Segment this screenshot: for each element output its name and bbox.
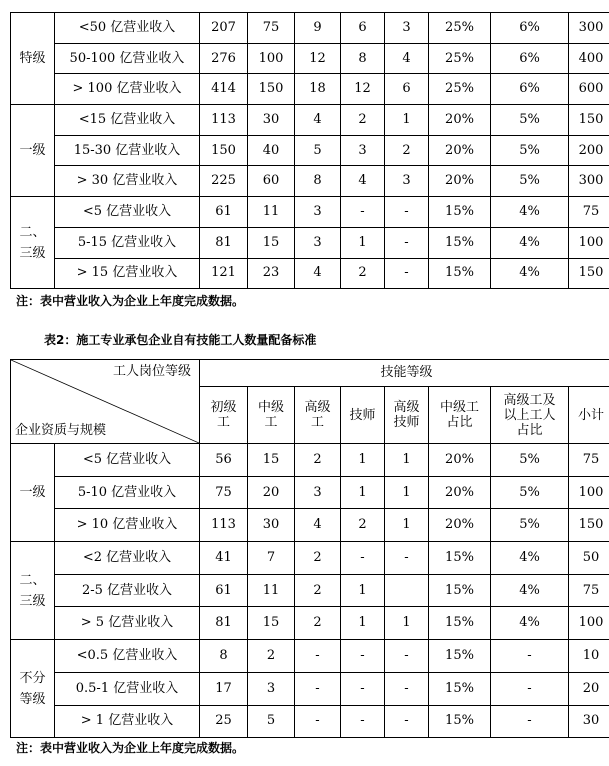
table-row — [11, 74, 609, 105]
value-cell: 15% — [429, 227, 491, 258]
value-cell: 8 — [341, 43, 385, 74]
value-cell: 20 — [248, 476, 295, 509]
table-2 — [10, 359, 609, 738]
revenue-range-cell: > 100 亿营业收入 — [55, 74, 200, 105]
value-cell: - — [295, 705, 341, 738]
value-cell: 15 — [248, 607, 295, 640]
value-cell: 4 — [295, 105, 341, 136]
value-cell: 8 — [295, 166, 341, 197]
value-cell: - — [341, 542, 385, 575]
table-1 — [10, 12, 609, 289]
value-cell: 100 — [569, 227, 609, 258]
value-cell: 2 — [295, 574, 341, 607]
value-cell: - — [341, 705, 385, 738]
revenue-range-cell: <2 亿营业收入 — [55, 542, 200, 575]
value-cell: 2 — [295, 444, 341, 477]
table-row — [11, 135, 609, 166]
revenue-range-cell: <5 亿营业收入 — [55, 444, 200, 477]
revenue-range-cell: 50-100 亿营业收入 — [55, 43, 200, 74]
value-cell: 15% — [429, 607, 491, 640]
value-cell: 15% — [429, 640, 491, 673]
value-cell: - — [341, 672, 385, 705]
value-cell: 81 — [200, 227, 248, 258]
value-cell: 1 — [385, 607, 429, 640]
table-row — [11, 607, 609, 640]
skill-column-header: 高级 技师 — [385, 387, 429, 444]
revenue-range-cell: <5 亿营业收入 — [55, 197, 200, 228]
value-cell: 5% — [491, 105, 569, 136]
value-cell: 6% — [491, 43, 569, 74]
value-cell: 6 — [341, 13, 385, 44]
value-cell: 5% — [491, 135, 569, 166]
value-cell: 6% — [491, 13, 569, 44]
table-row — [11, 574, 609, 607]
value-cell: 30 — [248, 509, 295, 542]
table-row — [11, 105, 609, 136]
revenue-range-cell: <50 亿营业收入 — [55, 13, 200, 44]
table-row — [11, 227, 609, 258]
revenue-range-cell: > 30 亿营业收入 — [55, 166, 200, 197]
value-cell: - — [385, 227, 429, 258]
revenue-range-cell: > 5 亿营业收入 — [55, 607, 200, 640]
value-cell: 75 — [569, 197, 609, 228]
value-cell: 75 — [569, 444, 609, 477]
value-cell: 100 — [569, 607, 609, 640]
value-cell: 150 — [569, 105, 609, 136]
value-cell: 15% — [429, 574, 491, 607]
skill-column-header: 高级工及 以上工人 占比 — [491, 387, 569, 444]
skill-column-header: 中级工 占比 — [429, 387, 491, 444]
value-cell: 15% — [429, 672, 491, 705]
value-cell: 207 — [200, 13, 248, 44]
value-cell: 100 — [569, 476, 609, 509]
value-cell: 1 — [341, 444, 385, 477]
value-cell: 15% — [429, 542, 491, 575]
value-cell: 20 — [569, 672, 609, 705]
value-cell: - — [491, 640, 569, 673]
value-cell: 75 — [200, 476, 248, 509]
table-row — [11, 509, 609, 542]
value-cell: 200 — [569, 135, 609, 166]
value-cell: 75 — [569, 574, 609, 607]
revenue-range-cell: 0.5-1 亿营业收入 — [55, 672, 200, 705]
value-cell: 300 — [569, 13, 609, 44]
value-cell: 12 — [341, 74, 385, 105]
qualification-group-cell: 二、 三级 — [11, 197, 55, 289]
value-cell: 1 — [341, 607, 385, 640]
value-cell: 3 — [341, 135, 385, 166]
value-cell: 100 — [248, 43, 295, 74]
value-cell: 4 — [385, 43, 429, 74]
table-row — [11, 258, 609, 289]
value-cell: 25% — [429, 13, 491, 44]
table-row — [11, 672, 609, 705]
revenue-range-cell: <0.5 亿营业收入 — [55, 640, 200, 673]
value-cell: 5% — [491, 444, 569, 477]
skill-column-header: 高级 工 — [295, 387, 341, 444]
value-cell: 20% — [429, 105, 491, 136]
value-cell: 3 — [295, 476, 341, 509]
value-cell: 113 — [200, 105, 248, 136]
value-cell: 20% — [429, 166, 491, 197]
value-cell: 5 — [248, 705, 295, 738]
value-cell: 1 — [385, 105, 429, 136]
value-cell: 4 — [295, 258, 341, 289]
value-cell: - — [385, 705, 429, 738]
value-cell: 3 — [295, 197, 341, 228]
table-row — [11, 13, 609, 44]
value-cell: 6% — [491, 74, 569, 105]
value-cell: 4 — [295, 509, 341, 542]
value-cell: 11 — [248, 197, 295, 228]
value-cell: 113 — [200, 509, 248, 542]
revenue-range-cell: 2-5 亿营业收入 — [55, 574, 200, 607]
value-cell: 8 — [200, 640, 248, 673]
revenue-range-cell: > 10 亿营业收入 — [55, 509, 200, 542]
table-row — [11, 43, 609, 74]
value-cell: 30 — [248, 105, 295, 136]
corner-bottom-label: 企业资质与规模 — [15, 423, 107, 438]
revenue-range-cell: > 15 亿营业收入 — [55, 258, 200, 289]
qualification-group-cell: 二、 三级 — [11, 542, 55, 640]
value-cell: 1 — [385, 509, 429, 542]
value-cell: 2 — [295, 607, 341, 640]
value-cell: 4% — [491, 607, 569, 640]
value-cell: - — [385, 640, 429, 673]
value-cell: - — [491, 705, 569, 738]
value-cell: 3 — [295, 227, 341, 258]
value-cell: 11 — [248, 574, 295, 607]
value-cell: 40 — [248, 135, 295, 166]
value-cell: 9 — [295, 13, 341, 44]
table-2-note: 注：表中营业收入为企业上年度完成数据。 — [16, 741, 245, 755]
value-cell: 150 — [569, 509, 609, 542]
value-cell: 20% — [429, 444, 491, 477]
value-cell: 15% — [429, 258, 491, 289]
value-cell: - — [341, 640, 385, 673]
value-cell: 5% — [491, 509, 569, 542]
value-cell: 25% — [429, 43, 491, 74]
value-cell: 18 — [295, 74, 341, 105]
qualification-group-cell: 一级 — [11, 444, 55, 542]
value-cell: 4 — [341, 166, 385, 197]
value-cell: 5% — [491, 166, 569, 197]
header-diagonal-cell — [11, 360, 200, 444]
revenue-range-cell: 5-15 亿营业收入 — [55, 227, 200, 258]
value-cell: - — [385, 672, 429, 705]
value-cell: 4% — [491, 197, 569, 228]
value-cell: 12 — [295, 43, 341, 74]
value-cell: 56 — [200, 444, 248, 477]
table-row — [11, 166, 609, 197]
value-cell: 3 — [248, 672, 295, 705]
value-cell: 276 — [200, 43, 248, 74]
value-cell: 3 — [385, 13, 429, 44]
value-cell: - — [385, 197, 429, 228]
value-cell: 4% — [491, 227, 569, 258]
qualification-group-cell: 一级 — [11, 105, 55, 197]
value-cell: - — [385, 542, 429, 575]
value-cell: - — [295, 640, 341, 673]
value-cell — [385, 574, 429, 607]
value-cell: - — [295, 672, 341, 705]
value-cell: 5% — [491, 476, 569, 509]
value-cell: 5 — [295, 135, 341, 166]
value-cell: 600 — [569, 74, 609, 105]
value-cell: 75 — [248, 13, 295, 44]
value-cell: 2 — [295, 542, 341, 575]
value-cell: - — [491, 672, 569, 705]
table-row — [11, 476, 609, 509]
skill-column-header: 中级 工 — [248, 387, 295, 444]
value-cell: 15% — [429, 197, 491, 228]
value-cell: 17 — [200, 672, 248, 705]
value-cell: 1 — [385, 476, 429, 509]
table-row — [11, 444, 609, 477]
skill-level-header: 技能等级 — [200, 360, 609, 387]
value-cell: 2 — [341, 105, 385, 136]
revenue-range-cell: 15-30 亿营业收入 — [55, 135, 200, 166]
skill-column-header: 初级 工 — [200, 387, 248, 444]
value-cell: 150 — [569, 258, 609, 289]
value-cell: 121 — [200, 258, 248, 289]
value-cell: 25% — [429, 74, 491, 105]
value-cell: 2 — [341, 258, 385, 289]
table-2-caption: 表2：施工专业承包企业自有技能工人数量配备标准 — [44, 333, 317, 347]
value-cell: 20% — [429, 476, 491, 509]
value-cell: 1 — [385, 444, 429, 477]
value-cell: 81 — [200, 607, 248, 640]
value-cell: 6 — [385, 74, 429, 105]
value-cell: 41 — [200, 542, 248, 575]
value-cell: 60 — [248, 166, 295, 197]
value-cell: 2 — [341, 509, 385, 542]
value-cell: 23 — [248, 258, 295, 289]
value-cell: 61 — [200, 574, 248, 607]
value-cell: 4% — [491, 542, 569, 575]
skill-column-header: 技师 — [341, 387, 385, 444]
value-cell: 50 — [569, 542, 609, 575]
value-cell: 20% — [429, 135, 491, 166]
value-cell: 1 — [341, 227, 385, 258]
value-cell: 150 — [200, 135, 248, 166]
value-cell: 10 — [569, 640, 609, 673]
table-row — [11, 640, 609, 673]
revenue-range-cell: <15 亿营业收入 — [55, 105, 200, 136]
value-cell: 61 — [200, 197, 248, 228]
table-row — [11, 197, 609, 228]
value-cell: 1 — [341, 574, 385, 607]
value-cell: 150 — [248, 74, 295, 105]
table-row — [11, 542, 609, 575]
value-cell: 414 — [200, 74, 248, 105]
value-cell: 25 — [200, 705, 248, 738]
value-cell: 15 — [248, 444, 295, 477]
value-cell: 2 — [248, 640, 295, 673]
value-cell: 15 — [248, 227, 295, 258]
value-cell: - — [385, 258, 429, 289]
value-cell: 7 — [248, 542, 295, 575]
value-cell: 3 — [385, 166, 429, 197]
revenue-range-cell: > 1 亿营业收入 — [55, 705, 200, 738]
skill-column-header: 小计 — [569, 387, 609, 444]
table-row — [11, 705, 609, 738]
value-cell: 2 — [385, 135, 429, 166]
value-cell: 225 — [200, 166, 248, 197]
qualification-group-cell: 特级 — [11, 13, 55, 105]
value-cell: 4% — [491, 574, 569, 607]
value-cell: 20% — [429, 509, 491, 542]
table-1-note: 注：表中营业收入为企业上年度完成数据。 — [16, 294, 245, 308]
value-cell: 30 — [569, 705, 609, 738]
value-cell: 1 — [341, 476, 385, 509]
value-cell: 400 — [569, 43, 609, 74]
value-cell: 300 — [569, 166, 609, 197]
value-cell: - — [341, 197, 385, 228]
corner-top-label: 工人岗位等级 — [112, 364, 191, 379]
value-cell: 15% — [429, 705, 491, 738]
value-cell: 4% — [491, 258, 569, 289]
qualification-group-cell: 不分 等级 — [11, 640, 55, 738]
revenue-range-cell: 5-10 亿营业收入 — [55, 476, 200, 509]
